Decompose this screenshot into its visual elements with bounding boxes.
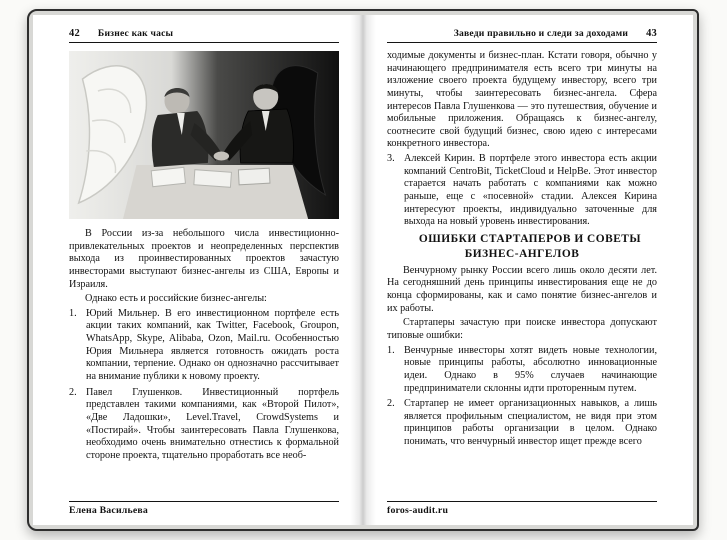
list-number: 2.	[69, 386, 77, 398]
book-cover-edges	[27, 9, 699, 531]
list-text: Юрий Мильнер. В его инвестиционном портфеле есть акции таких компаний, как Twitter, Facebook, Groupon, WhatsApp, Skype, Alibaba, Ozon, Mail.ru. Особенностью Юрия Мильнера является готовность ожидать роста компании, терпение. Однако он однозначно рассчитывает на внимание публики к новому проекту.	[86, 307, 339, 383]
list-number: 3.	[387, 153, 395, 165]
body-text-right	[387, 50, 657, 452]
body-text-left	[69, 228, 339, 466]
list-item-investor-1	[69, 308, 339, 384]
page-footer-left	[69, 501, 339, 516]
paragraph-lead: Однако есть и российские бизнес-ангелы:	[85, 293, 267, 305]
page-number-left: 42	[69, 28, 80, 39]
list-text: Павел Глушенков. Инвестиционный портфель представлен такими компаниями, как «Второй Пилот», «Две Ладошки», Level.Travel, CrowdSystems и «Постирай». Чтобы заинтересовать Павла Глушенкова, необходимо очень внимательно отнестись к формальной стороне проекта, тщательно проработать все необ-	[86, 386, 339, 461]
paragraph-market: Венчурному рынку России всего лишь около десяти лет. На сегодняшний день принципы инвестирования еще не до конца сформированы, как и само понятие бизнес-ангелов и их работы.	[387, 264, 657, 314]
author-name: Елена Васильева	[69, 505, 149, 516]
page-header-left	[69, 28, 339, 43]
paragraph-intro: В России из-за небольшого числа инвестиционно-привлекательных проектов и неопределенных перспектив выхода из проинвестированных проектов зачастую инвесторами выступают бизнес-ангелы из США, Европы и Израиля.	[69, 228, 339, 290]
list-item-mistake-2	[387, 398, 657, 449]
list-number: 1.	[69, 307, 77, 319]
page-header-right	[387, 28, 657, 43]
list-text: Алексей Кирин. В портфеле этого инвестора есть акции компаний CentroBit, TicketCloud и HelpBe. Этот инвестор старается начать работать с компаниями как можно раньше, еще с «посевной» стадии. Алексея Кирина интересуют проекты, индивидуально заточенные для выхода на новый уровень инвестирования.	[404, 153, 657, 228]
book-pages	[33, 15, 693, 525]
running-title-right: Заведи правильно и следи за доходами	[453, 28, 629, 39]
page-right	[363, 15, 693, 525]
page-number-right: 43	[646, 28, 657, 39]
paragraph-mistakes-lead: Стартаперы зачастую при поиске инвестора допускают типовые ошибки:	[387, 317, 657, 341]
list-item-investor-3	[387, 153, 657, 229]
photo-businessmen-angel-wings	[69, 51, 339, 219]
list-item-mistake-1	[387, 345, 657, 396]
handshake	[214, 152, 229, 161]
page-footer-right	[387, 501, 657, 516]
list-number: 1.	[387, 344, 395, 356]
running-title-left: Бизнес как часы	[97, 28, 174, 39]
paragraph-continuation: ходимые документы и бизнес-план. Кстати говоря, обычно у начинающего предпринимателя есть всего три минуты на изложение своего проекта будущему инвестору, всего три минуты, чтобы заинтересовать бизнес-ангела. Сфера интересов Павла Глушенкова — это путешествия, обучение и мобильные приложения. Обращаясь к бизнес-ангелу, соотнесите свой будущий бизнес, свою идею с интересами конкретного инвестора.	[387, 50, 657, 150]
list-text: Стартапер не имеет организационных навыков, а лишь является профильным специалистом, не видя при этом принципов работы организации в целом. Однако понимать, что венчурный инвестор ищет прежде всего	[404, 398, 657, 448]
page-left	[33, 15, 363, 525]
publisher-site: foros-audit.ru	[387, 505, 449, 516]
section-heading: ОШИБКИ СТАРТАПЕРОВ И СОВЕТЫ БИЗНЕС-АНГЕЛОВ	[418, 232, 642, 261]
list-item-investor-2	[69, 387, 339, 463]
list-number: 2.	[387, 398, 395, 410]
list-text: Венчурные инвесторы хотят видеть новые технологии, новые принципы работы, абсолютно инновационные идеи. Однако в 95% случаев начинающие предприниматели склонны идти проторенным путем.	[404, 344, 657, 394]
table-with-papers	[123, 165, 308, 219]
